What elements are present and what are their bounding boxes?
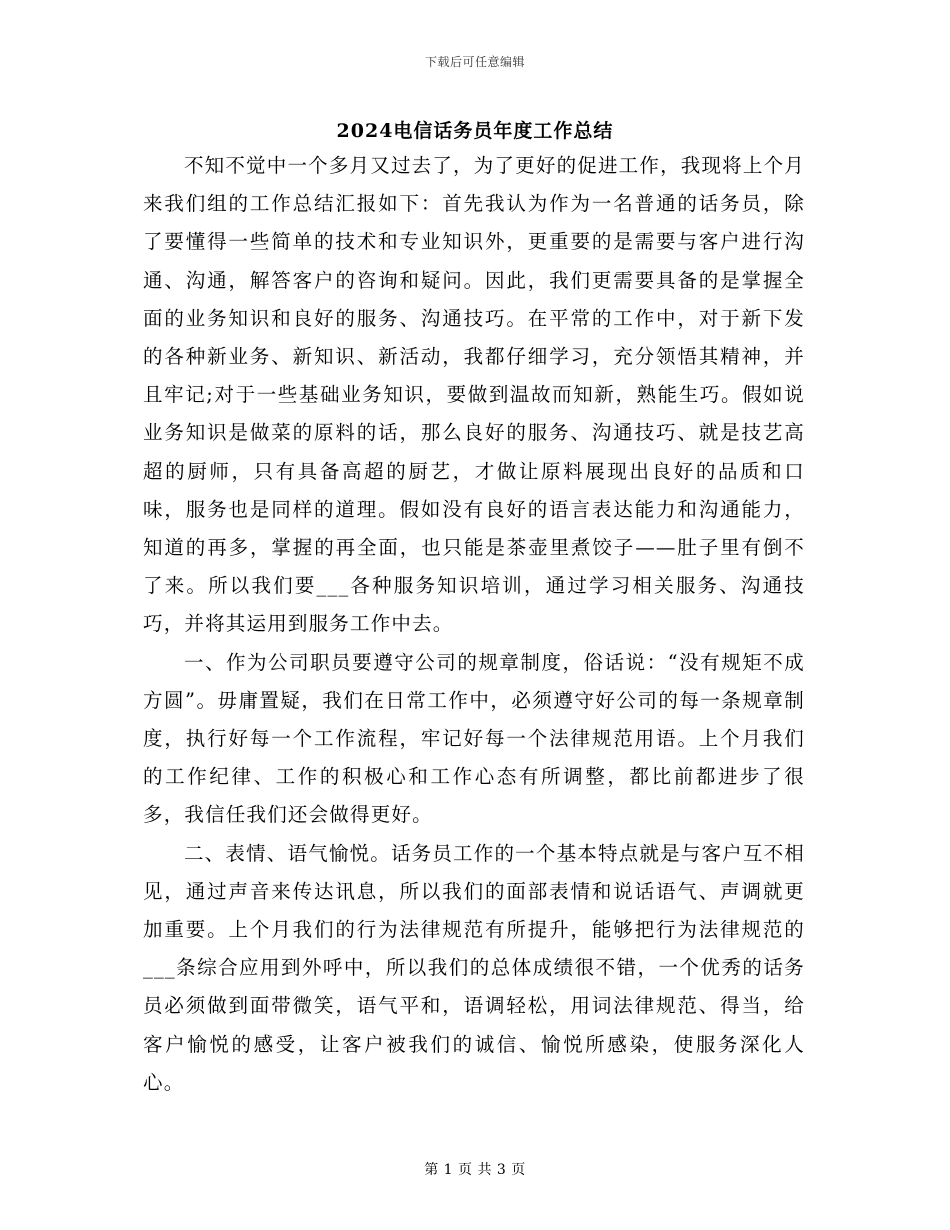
paragraph-section-two: 二、表情、语气愉悦。话务员工作的一个基本特点就是与客户互不相见，通过声音来传达讯息，所以我们的面部表情和说话语气、声调就更加重要。上个月我们的行为法律规范有所提升，能够把行为法律规范的___条综合应用到外呼中，所以我们的总体成绩很不错，一个优秀的话务员必须做到面带微笑，语气平和，语调轻松，用词法律规范、得当，给客户愉悦的感受，让客户被我们的诚信、愉悦所感染，使服务深化人心。 bbox=[143, 841, 805, 1094]
header-note: 下载后可任意编辑 bbox=[424, 55, 525, 69]
page-number-footer: 第 1 页 共 3 页 bbox=[424, 1162, 526, 1178]
paragraph-intro: 不知不觉中一个多月又过去了，为了更好的促进工作，我现将上个月来我们组的工作总结汇报如下：首先我认为作为一名普通的话务员，除了要懂得一些简单的技术和专业知识外，更重要的是需要与客户进行沟通、沟通，解答客户的咨询和疑问。因此，我们更需要具备的是掌握全面的业务知识和良好的服务、沟通技巧。在平常的工作中，对于新下发的各种新业务、新知识、新活动，我都仔细学习，充分领悟其精神，并且牢记;对于一些基础业务知识，要做到温故而知新，熟能生巧。假如说业务知识是做菜的原料的话，那么良好的服务、沟通技巧、就是技艺高超的厨师，只有具备高超的厨艺，才做让原料展现出良好的品质和口味，服务也是同样的道理。假如没有良好的语言表达能力和沟通能力，知道的再多，掌握的再全面，也只能是茶壶里煮饺子——肚子里有倒不了来。所以我们要___各种服务知识培训，通过学习相关服务、沟通技巧，并将其运用到服务工作中去。 bbox=[143, 154, 805, 636]
document-title: 2024电信话务员年度工作总结 bbox=[336, 120, 614, 142]
paragraph-section-one: 一、作为公司职员要遵守公司的规章制度，俗话说：“没有规矩不成方圆”。毋庸置疑，我们在日常工作中，必须遵守好公司的每一条规章制度，执行好每一个工作流程，牢记好每一个法律规范用语。上个月我们的工作纪律、工作的积极心和工作心态有所调整，都比前都进步了很多，我信任我们还会做得更好。 bbox=[143, 650, 805, 827]
document-body bbox=[143, 147, 805, 1102]
